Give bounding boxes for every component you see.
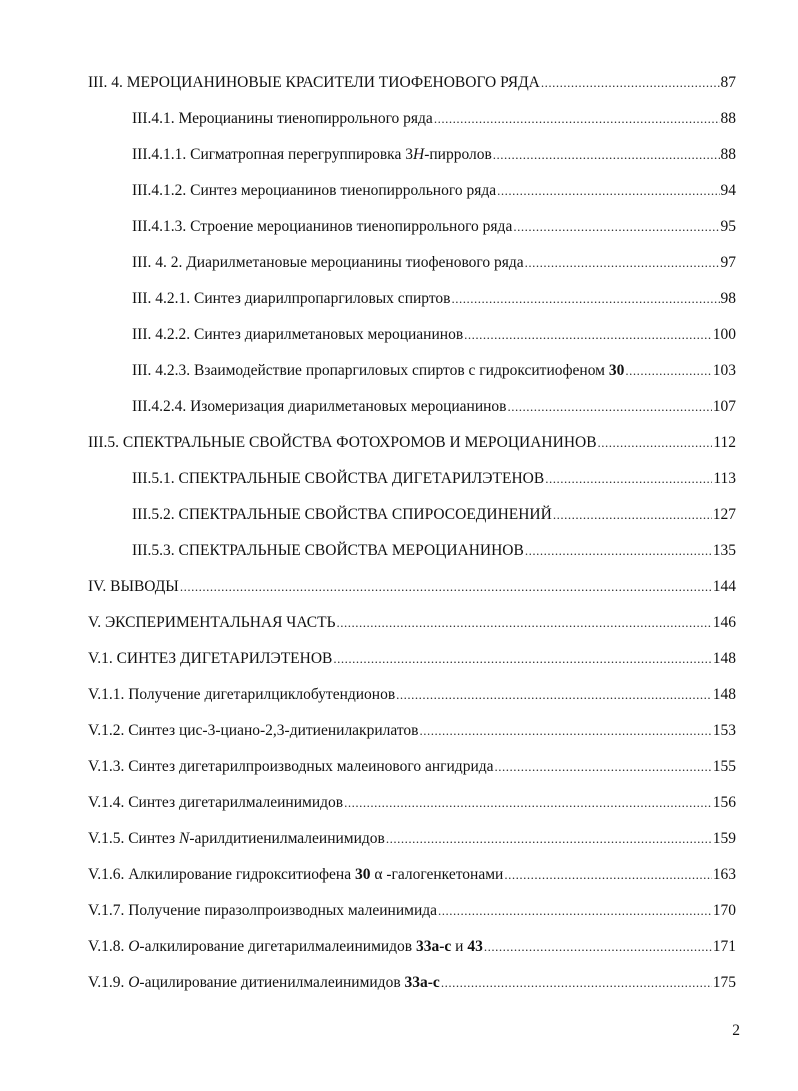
toc-entry-title-part: III.4.1. Мероцианины тиенопиррольного ряда bbox=[132, 110, 433, 127]
toc-entry-title-part: V.1.3. Синтез дигетарилпроизводных малеинового ангидрида bbox=[88, 758, 494, 775]
toc-entry-page: 94 bbox=[720, 182, 736, 199]
toc-entry-title bbox=[88, 900, 437, 922]
toc-entry-page: 135 bbox=[712, 542, 736, 559]
toc-entry-title-part: III.4.1.2. Синтез мероцианинов тиенопиррольного ряда bbox=[132, 182, 497, 199]
toc-entry-page: 100 bbox=[712, 326, 736, 343]
dot-leader bbox=[333, 648, 711, 670]
toc-entry-title bbox=[132, 324, 463, 346]
dot-leader bbox=[434, 108, 720, 130]
toc-entry-title bbox=[88, 756, 494, 778]
toc-entry[interactable] bbox=[132, 144, 736, 166]
dot-leader bbox=[337, 612, 712, 634]
toc-entry-title-part: V.1.7. Получение пиразолпроизводных малеинимида bbox=[88, 902, 438, 919]
dot-leader bbox=[513, 216, 719, 238]
toc-entry[interactable] bbox=[88, 684, 736, 706]
toc-entry-page: 155 bbox=[712, 758, 736, 775]
toc-entry-title-part: -пирролов bbox=[424, 146, 492, 163]
toc-entry-title-part: 33a-c bbox=[416, 938, 452, 955]
dot-leader bbox=[441, 972, 712, 994]
toc-entry-title-part: V.1. СИНТЕЗ ДИГЕТАРИЛЭТЕНОВ bbox=[88, 650, 333, 667]
dot-leader bbox=[484, 936, 712, 958]
toc-entry-title bbox=[132, 396, 507, 418]
toc-entry-title bbox=[132, 252, 524, 274]
toc-entry-title-part: O bbox=[128, 938, 140, 955]
toc-entry-title bbox=[88, 648, 332, 670]
toc-entry[interactable] bbox=[132, 540, 736, 562]
toc-entry[interactable] bbox=[132, 108, 736, 130]
toc-entry-title bbox=[132, 108, 433, 130]
toc-entry[interactable] bbox=[88, 936, 736, 958]
dot-leader bbox=[396, 684, 712, 706]
toc-entry[interactable] bbox=[88, 648, 736, 670]
toc-entry-title bbox=[132, 144, 492, 166]
dot-leader bbox=[598, 432, 713, 454]
toc-entry[interactable] bbox=[88, 576, 736, 598]
toc-entry-title bbox=[88, 720, 418, 742]
dot-leader bbox=[493, 144, 720, 166]
toc-entry[interactable] bbox=[88, 828, 736, 850]
toc-entry-page: 87 bbox=[720, 74, 736, 91]
toc-entry-title-part: III.4.1.1. Сигматропная перегруппировка 3 bbox=[132, 146, 413, 163]
toc-entry[interactable] bbox=[88, 612, 736, 634]
dot-leader bbox=[419, 720, 711, 742]
toc-entry-title-part: III. 4.2.2. Синтез диарилметановых мероцианинов bbox=[132, 326, 464, 343]
toc-entry-page: 159 bbox=[712, 830, 736, 847]
toc-entry-title-part: O bbox=[128, 974, 140, 991]
page-number: 2 bbox=[732, 1022, 740, 1039]
toc-entry-title-part: III. 4.2.3. Взаимодействие пропаргиловых спиртов с гидрокситиофеном bbox=[132, 362, 609, 379]
toc-entry-title-part: -арилдитиенилмалеинимидов bbox=[189, 830, 385, 847]
toc-entry[interactable] bbox=[132, 252, 736, 274]
toc-entry-title-part: -ацилирование дитиенилмалеинимидов bbox=[139, 974, 405, 991]
toc-entry-title-part: V.1.8. bbox=[88, 938, 129, 955]
toc-entry-title bbox=[88, 828, 385, 850]
dot-leader bbox=[553, 504, 712, 526]
toc-entry-page: 127 bbox=[712, 506, 736, 523]
toc-entry-title bbox=[132, 216, 512, 238]
toc-entry-title-part: 30 bbox=[608, 362, 625, 379]
dot-leader bbox=[525, 252, 720, 274]
toc-entry-page: 113 bbox=[713, 470, 736, 487]
dot-leader bbox=[525, 540, 712, 562]
toc-entry-page: 107 bbox=[712, 398, 736, 415]
toc-entry-title-part: V.1.6. Алкилирование гидрокситиофена bbox=[88, 866, 355, 883]
toc-entry-title bbox=[88, 864, 503, 886]
toc-entry-title bbox=[132, 540, 524, 562]
toc-entry-title bbox=[132, 180, 496, 202]
dot-leader bbox=[180, 576, 712, 598]
toc-entry-title-part: III.5.1. СПЕКТРАЛЬНЫЕ СВОЙСТВА ДИГЕТАРИЛЭТЕНОВ bbox=[132, 470, 545, 487]
dot-leader bbox=[504, 864, 711, 886]
toc-entry-title bbox=[88, 576, 179, 598]
toc-entry-title bbox=[132, 360, 624, 382]
toc-entry-title-part: -алкилирование дигетарилмалеинимидов bbox=[139, 938, 416, 955]
dot-leader bbox=[464, 324, 712, 346]
toc-entry-title-part: III.5.3. СПЕКТРАЛЬНЫЕ СВОЙСТВА МЕРОЦИАНИНОВ bbox=[132, 542, 524, 559]
dot-leader bbox=[344, 792, 712, 814]
toc-entry[interactable] bbox=[132, 288, 736, 310]
toc-entry-title-part: III.4.1.3. Строение мероцианинов тиенопиррольного ряда bbox=[132, 218, 513, 235]
toc-entry-title-part: V.1.5. Синтез bbox=[88, 830, 179, 847]
toc-entry-title-part: 33a-c bbox=[404, 974, 440, 991]
toc-entry-title-part: III. 4.2.1. Синтез диарилпропаргиловых спиртов bbox=[132, 290, 451, 307]
toc-entry-page: 170 bbox=[712, 902, 736, 919]
toc-entry[interactable] bbox=[132, 468, 736, 490]
toc-entry-title-part: V.1.4. Синтез дигетарилмалеинимидов bbox=[88, 794, 344, 811]
toc-entry-page: 97 bbox=[720, 254, 736, 271]
dot-leader bbox=[497, 180, 719, 202]
toc-entry-title-part: H bbox=[412, 146, 425, 163]
toc-entry-page: 144 bbox=[712, 578, 736, 595]
toc-entry-page: 148 bbox=[712, 686, 736, 703]
dot-leader bbox=[625, 360, 711, 382]
toc-entry-title-part: V. ЭКСПЕРИМЕНТАЛЬНАЯ ЧАСТЬ bbox=[88, 614, 336, 631]
toc-entry-title bbox=[132, 468, 544, 490]
toc-entry-title bbox=[88, 684, 395, 706]
dot-leader bbox=[386, 828, 712, 850]
toc-entry-title bbox=[88, 612, 336, 634]
dot-leader bbox=[541, 72, 720, 94]
toc-entry-title bbox=[88, 72, 540, 94]
toc-entry-page: 146 bbox=[712, 614, 736, 631]
toc-entry-title bbox=[88, 972, 440, 994]
toc-entry[interactable] bbox=[132, 324, 736, 346]
toc-entry-title bbox=[88, 432, 597, 454]
toc-entry-title-part: и bbox=[451, 938, 468, 955]
toc-entry-title bbox=[132, 288, 450, 310]
toc-entry-title-part: III. 4. 2. Диарилметановые мероцианины тиофенового ряда bbox=[132, 254, 524, 271]
toc-entry-page: 88 bbox=[720, 146, 736, 163]
toc-entry-title-part: III.5.2. СПЕКТРАЛЬНЫЕ СВОЙСТВА СПИРОСОЕДИНЕНИЙ bbox=[132, 506, 552, 523]
toc-entry-page: 153 bbox=[712, 722, 736, 739]
toc-entry-title-part: V.1.2. Синтез цис-3-циано-2,3-дитиенилакрилатов bbox=[88, 722, 419, 739]
toc-entry[interactable] bbox=[88, 864, 736, 886]
toc-entry[interactable] bbox=[88, 900, 736, 922]
toc-entry[interactable] bbox=[88, 72, 736, 94]
toc-entry-page: 171 bbox=[712, 938, 736, 955]
toc-entry[interactable] bbox=[88, 756, 736, 778]
toc-entry-page: 156 bbox=[712, 794, 736, 811]
toc-entry-page: 163 bbox=[712, 866, 736, 883]
toc-entry[interactable] bbox=[88, 720, 736, 742]
dot-leader bbox=[495, 756, 712, 778]
dot-leader bbox=[438, 900, 712, 922]
toc-entry-title bbox=[88, 936, 483, 958]
toc-entry-title-part: N bbox=[178, 830, 190, 847]
toc-entry-title-part: III. 4. МЕРОЦИАНИНОВЫЕ КРАСИТЕЛИ ТИОФЕНОВОГО РЯДА bbox=[88, 74, 540, 91]
toc-entry-title-part: III.5. СПЕКТРАЛЬНЫЕ СВОЙСТВА ФОТОХРОМОВ И МЕРОЦИАНИНОВ bbox=[88, 434, 597, 451]
toc-entry-title-part: 43 bbox=[467, 938, 483, 955]
toc-entry-page: 148 bbox=[712, 650, 736, 667]
toc-entry-title-part: III.4.2.4. Изомеризация диарилметановых мероцианинов bbox=[132, 398, 507, 415]
toc-entry-title-part: IV. ВЫВОДЫ bbox=[88, 578, 179, 595]
toc-entry[interactable] bbox=[132, 396, 736, 418]
toc-entry[interactable] bbox=[88, 792, 736, 814]
toc-entry-title-part: 30 bbox=[354, 866, 371, 883]
toc-entry-page: 112 bbox=[713, 434, 736, 451]
toc-entry[interactable] bbox=[132, 504, 736, 526]
dot-leader bbox=[451, 288, 719, 310]
toc-entry-title-part: α -галогенкетонами bbox=[370, 866, 504, 883]
toc-entry-page: 88 bbox=[720, 110, 736, 127]
toc-entry[interactable] bbox=[132, 180, 736, 202]
toc-entry[interactable] bbox=[88, 432, 736, 454]
dot-leader bbox=[545, 468, 712, 490]
toc-entry-page: 98 bbox=[720, 290, 736, 307]
toc-entry[interactable] bbox=[88, 972, 736, 994]
toc-entry-title-part: V.1.1. Получение дигетарилциклобутендионов bbox=[88, 686, 396, 703]
dot-leader bbox=[508, 396, 712, 418]
toc-entry-page: 103 bbox=[712, 362, 736, 379]
toc-entry-page: 95 bbox=[720, 218, 736, 235]
toc-entry-page: 175 bbox=[712, 974, 736, 991]
toc-entry[interactable] bbox=[132, 360, 736, 382]
toc-entry[interactable] bbox=[132, 216, 736, 238]
toc-entry-title-part: V.1.9. bbox=[88, 974, 129, 991]
toc-entry-title bbox=[88, 792, 343, 814]
toc-entry-title bbox=[132, 504, 552, 526]
